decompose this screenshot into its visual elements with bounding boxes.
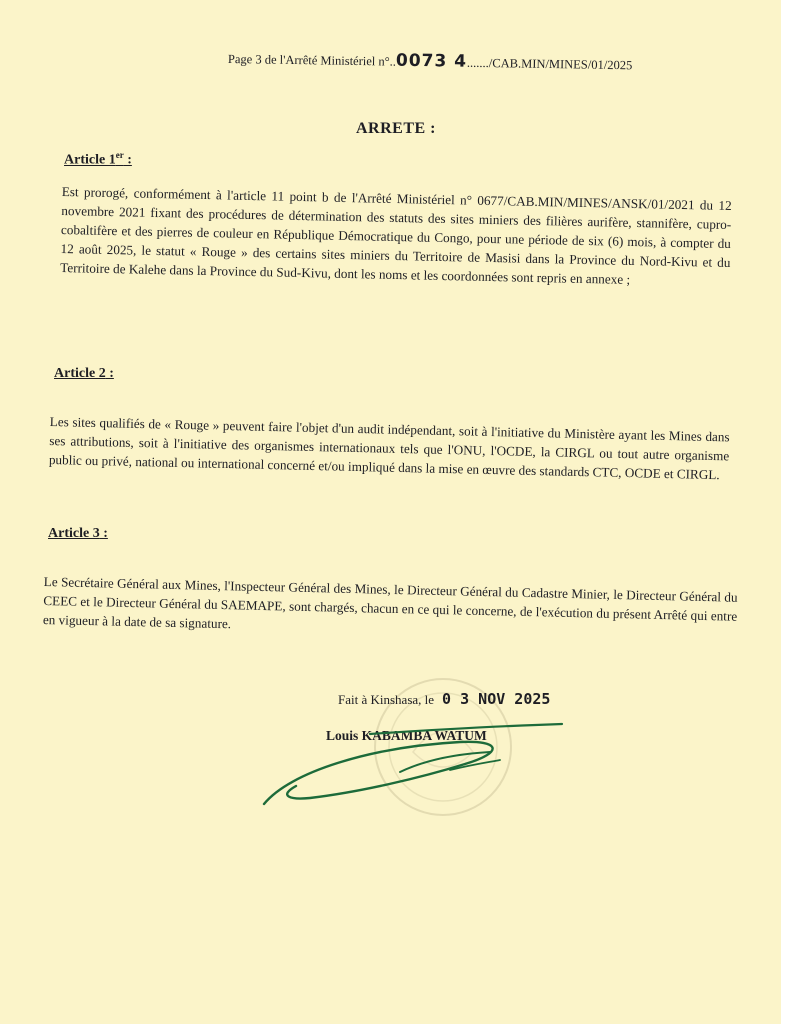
decree-number: 0073 4 [395, 50, 468, 72]
closing-line [338, 690, 550, 708]
article-2-text: Les sites qualifiés de « Rouge » peuvent faire l'objet d'un audit indépendant, soit à l'initiative du Ministère ayant les Mines dans ses attributions, soit à l'initiative des organismes internationaux tels que l'ONU, l'OCDE, la CIRGL ou tout autre organisme public ou privé, national ou international concerné et/ou impliqué dans la mise en œuvre des standards CTC, OCDE et CIRGL. [48, 413, 730, 483]
article-3-text: Le Secrétaire Général aux Mines, l'Inspecteur Général des Mines, le Directeur Général du Cadastre Minier, le Directeur Général du CEEC et le Directeur Général du SAEMAPE, sont chargés, chacun en ce qui le concerne, de l'exécution du présent Arrêté qui entre en vigueur à la date de sa signature. [42, 573, 738, 632]
header-prefix: Page 3 de l'Arrêté Ministériel n°.. [227, 52, 397, 69]
article-1-heading: Article 1er : [64, 150, 132, 168]
handwritten-signature-icon [250, 712, 570, 822]
signature-date-stamp: 0 3 NOV 2025 [442, 690, 551, 708]
article-3-heading: Article 3 : [48, 526, 108, 541]
header-suffix: ......./CAB.MIN/MINES/01/2025 [466, 55, 633, 73]
page-edge [781, 0, 793, 1024]
signer-name: Louis KABAMBA WATUM [326, 728, 487, 743]
document-title: ARRETE : [356, 120, 437, 137]
article-2-heading: Article 2 : [54, 366, 114, 381]
closing-place: Fait à Kinshasa, le [338, 692, 435, 707]
article-1-text: Est prorogé, conformément à l'article 11 point b de l'Arrêté Ministériel n° 0677/CAB.MIN/MINES/ANSK/01/2021 du 12 novembre 2021 fixant des procédures de détermination des statuts des sites miniers des filières aurifère, stannifère, cupro-cobaltifère et des pierres de couleur en République Démocratique du Congo, pour une période de six (6) mois, à compter du 12 août 2025, le statut « Rouge » des certains sites miniers du Territoire de Masisi dans la Province du Nord-Kivu et du Territoire de Kalehe dans la Province du Sud-Kivu, dont les noms et les coordonnées sont repris en annexe ; [60, 183, 732, 287]
